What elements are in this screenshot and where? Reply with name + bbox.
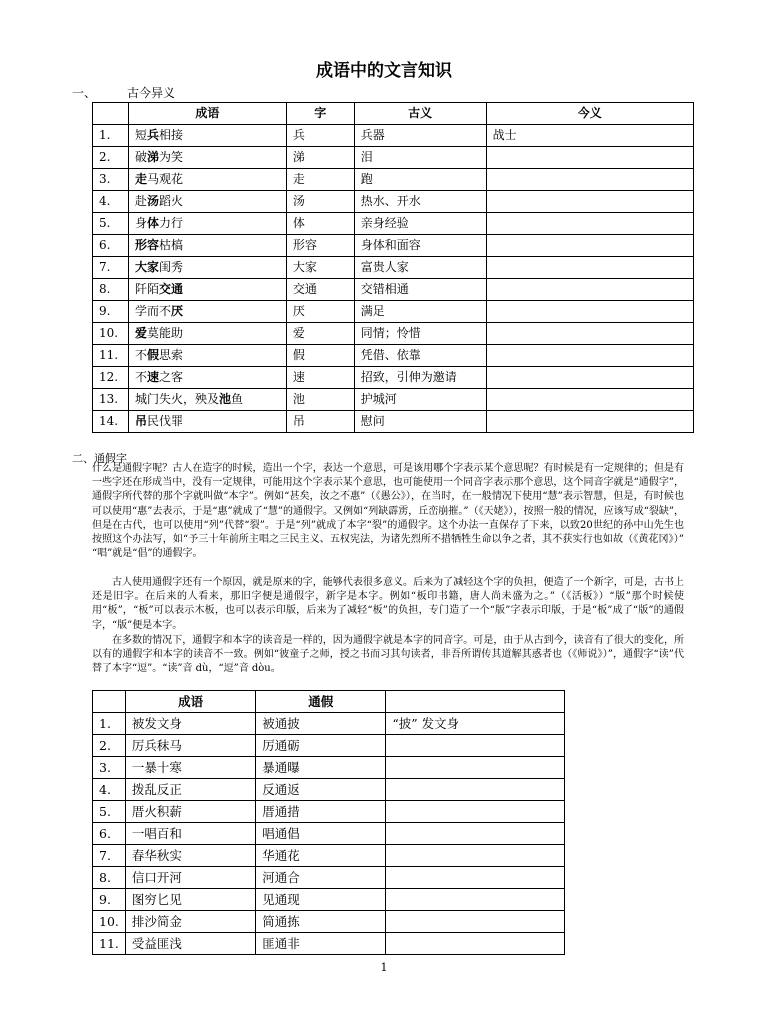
row-number: 5. xyxy=(93,801,126,823)
old-meaning-cell: 护城河 xyxy=(354,389,486,411)
table-row xyxy=(93,191,694,213)
idiom-text: 相接 xyxy=(159,128,184,142)
header-char: 字 xyxy=(286,103,354,125)
table-row xyxy=(93,411,694,433)
note-cell xyxy=(386,867,565,889)
table-row xyxy=(93,801,565,823)
old-meaning-cell: 慰问 xyxy=(354,411,486,433)
idiom-text: 马观花 xyxy=(147,172,184,186)
idiom-key-char: 兵 xyxy=(147,128,160,142)
idiom-text: 阡陌 xyxy=(134,282,159,296)
table-header-row xyxy=(93,691,565,713)
ancient-modern-meaning-table xyxy=(92,102,694,433)
old-meaning-cell: 亲身经验 xyxy=(354,213,486,235)
idiom-cell: 一唱百和 xyxy=(125,823,255,845)
char-cell: 涕 xyxy=(286,147,354,169)
new-meaning-cell xyxy=(486,169,693,191)
row-number: 10. xyxy=(93,323,129,345)
row-number: 3. xyxy=(93,169,129,191)
row-number: 4. xyxy=(93,779,126,801)
old-meaning-cell: 交错相通 xyxy=(354,279,486,301)
idiom-key-char: 大家 xyxy=(134,260,159,274)
idiom-key-char: 涕 xyxy=(147,150,160,164)
header-new-meaning: 今义 xyxy=(486,103,693,125)
idiom-text: 短 xyxy=(134,128,147,142)
char-cell: 兵 xyxy=(286,125,354,147)
table-row xyxy=(93,323,694,345)
idiom-key-char: 速 xyxy=(147,370,160,384)
header-old-meaning: 古义 xyxy=(354,103,486,125)
idiom-cell: 信口开河 xyxy=(125,867,255,889)
row-number: 14. xyxy=(93,411,129,433)
tongjia-cell: 暴通曝 xyxy=(256,757,386,779)
note-cell xyxy=(386,735,565,757)
table-row xyxy=(93,345,694,367)
idiom-text: 枯槁 xyxy=(159,238,184,252)
table-row xyxy=(93,147,694,169)
char-cell: 走 xyxy=(286,169,354,191)
note-cell xyxy=(386,933,565,955)
new-meaning-cell xyxy=(486,345,693,367)
note-cell: “披” 发文身 xyxy=(386,713,565,735)
idiom-cell xyxy=(128,367,286,389)
row-number: 10. xyxy=(93,911,126,933)
tongjia-cell: 被通披 xyxy=(256,713,386,735)
idiom-text: 民伐罪 xyxy=(147,414,184,428)
table-row xyxy=(93,125,694,147)
tongjia-cell: 唱通倡 xyxy=(256,823,386,845)
table-row xyxy=(93,367,694,389)
idiom-text: 城门失火，殃及 xyxy=(134,392,219,406)
old-meaning-cell: 招致，引伸为邀请 xyxy=(354,367,486,389)
section-1-title: 古今异义 xyxy=(127,86,176,100)
header-idiom: 成语 xyxy=(128,103,286,125)
old-meaning-cell: 满足 xyxy=(354,301,486,323)
header-cell-blank xyxy=(93,691,126,713)
new-meaning-cell xyxy=(486,279,693,301)
row-number: 6. xyxy=(93,823,126,845)
idiom-key-char: 爱 xyxy=(134,326,147,340)
idiom-cell xyxy=(128,345,286,367)
row-number: 9. xyxy=(93,301,129,323)
table-row xyxy=(93,257,694,279)
idiom-text: 学而不 xyxy=(134,304,171,318)
idiom-key-char: 厌 xyxy=(171,304,184,318)
new-meaning-cell xyxy=(486,411,693,433)
idiom-cell: 拨乱反正 xyxy=(125,779,255,801)
idiom-cell xyxy=(128,147,286,169)
new-meaning-cell xyxy=(486,147,693,169)
char-cell: 汤 xyxy=(286,191,354,213)
idiom-text: 思索 xyxy=(159,348,184,362)
table-row xyxy=(93,845,565,867)
note-cell xyxy=(386,889,565,911)
tongjia-cell: 厝通措 xyxy=(256,801,386,823)
old-meaning-cell: 同情；怜惜 xyxy=(354,323,486,345)
idiom-cell: 厉兵秣马 xyxy=(125,735,255,757)
char-cell: 爱 xyxy=(286,323,354,345)
idiom-cell: 排沙简金 xyxy=(125,911,255,933)
row-number: 11. xyxy=(93,345,129,367)
row-number: 7. xyxy=(93,257,129,279)
idiom-text: 蹈火 xyxy=(159,194,184,208)
old-meaning-cell: 富贵人家 xyxy=(354,257,486,279)
tongjia-cell: 厉通砺 xyxy=(256,735,386,757)
old-meaning-cell: 身体和面容 xyxy=(354,235,486,257)
table-row xyxy=(93,757,565,779)
note-cell xyxy=(386,845,565,867)
header-tongjia: 通假 xyxy=(256,691,386,713)
table-row xyxy=(93,301,694,323)
char-cell: 交通 xyxy=(286,279,354,301)
new-meaning-cell xyxy=(486,257,693,279)
tongjia-cell: 见通现 xyxy=(256,889,386,911)
idiom-text: 为笑 xyxy=(159,150,184,164)
tongjia-cell: 华通花 xyxy=(256,845,386,867)
char-cell: 形容 xyxy=(286,235,354,257)
note-cell xyxy=(386,779,565,801)
new-meaning-cell xyxy=(486,235,693,257)
idiom-cell xyxy=(128,213,286,235)
row-number: 2. xyxy=(93,147,129,169)
table-row xyxy=(93,889,565,911)
row-number: 4. xyxy=(93,191,129,213)
row-number: 3. xyxy=(93,757,126,779)
header-note xyxy=(386,691,565,713)
idiom-cell xyxy=(128,257,286,279)
idiom-cell xyxy=(128,323,286,345)
row-number: 1. xyxy=(93,713,126,735)
idiom-text: 闺秀 xyxy=(159,260,184,274)
idiom-cell: 厝火积薪 xyxy=(125,801,255,823)
table-row xyxy=(93,867,565,889)
char-cell: 体 xyxy=(286,213,354,235)
idiom-key-char: 走 xyxy=(134,172,147,186)
row-number: 1. xyxy=(93,125,129,147)
idiom-key-char: 交通 xyxy=(159,282,184,296)
idiom-key-char: 体 xyxy=(147,216,160,230)
idiom-cell: 春华秋实 xyxy=(125,845,255,867)
old-meaning-cell: 凭借、依靠 xyxy=(354,345,486,367)
char-cell: 大家 xyxy=(286,257,354,279)
idiom-text: 莫能助 xyxy=(147,326,184,340)
paragraph: 在多数的情况下，通假字和本字的读音是一样的，因为通假字就是本字的同音字。可是，由于从古到今，读音有了很大的变化，所以有的通假字和本字的读音不一致。例如“彼童子之师，授之书而习其句读者，非吾所谓传其道解其惑者也（《师说》）”，通假字“读”代替了本字“逗”。“读”音 dù，“逗”音 dòu。 xyxy=(92,635,684,675)
table-row xyxy=(93,169,694,191)
row-number: 5. xyxy=(93,213,129,235)
tongjia-cell: 简通拣 xyxy=(256,911,386,933)
old-meaning-cell: 兵器 xyxy=(354,125,486,147)
idiom-cell xyxy=(128,411,286,433)
new-meaning-cell xyxy=(486,213,693,235)
idiom-text: 破 xyxy=(134,150,147,164)
note-cell xyxy=(386,911,565,933)
idiom-text: 力行 xyxy=(159,216,184,230)
idiom-cell xyxy=(128,169,286,191)
table-header-row xyxy=(93,103,694,125)
new-meaning-cell xyxy=(486,301,693,323)
new-meaning-cell xyxy=(486,191,693,213)
note-cell xyxy=(386,757,565,779)
idiom-cell xyxy=(128,235,286,257)
tongjia-cell: 反通返 xyxy=(256,779,386,801)
row-number: 13. xyxy=(93,389,129,411)
new-meaning-cell: 战士 xyxy=(486,125,693,147)
table-row xyxy=(93,389,694,411)
new-meaning-cell xyxy=(486,323,693,345)
new-meaning-cell xyxy=(486,389,693,411)
header-cell-blank xyxy=(93,103,129,125)
idiom-cell xyxy=(128,125,286,147)
idiom-key-char: 汤 xyxy=(147,194,160,208)
idiom-cell xyxy=(128,191,286,213)
note-cell xyxy=(386,823,565,845)
table-row xyxy=(93,235,694,257)
idiom-text: 鱼 xyxy=(231,392,244,406)
idiom-key-char: 池 xyxy=(219,392,232,406)
row-number: 11. xyxy=(93,933,126,955)
idiom-cell: 图穷匕见 xyxy=(125,889,255,911)
idiom-key-char: 吊 xyxy=(134,414,147,428)
table-row xyxy=(93,823,565,845)
paragraph: 古人使用通假字还有一个原因，就是原来的字，能够代表很多意义。后来为了减轻这个字的负担，便造了一个新字，可是，古书上还是旧字。在后来的人看来，那旧字便是通假字，新字是本字。例如“板印书籍，唐人尚未盛为之。”（《活板》）“版”那个时候使用“板”，“板”可以表示木板，也可以表示印版，后来为了减轻“板”的负担，专门造了一个“版”字表示印版，于是“板”成了“版”的通假字，“版”便是本字。 xyxy=(92,577,684,631)
table-row xyxy=(93,213,694,235)
idiom-cell: 受益匪浅 xyxy=(125,933,255,955)
tongjia-cell: 匪通非 xyxy=(256,933,386,955)
idiom-cell xyxy=(128,389,286,411)
char-cell: 厌 xyxy=(286,301,354,323)
idiom-key-char: 形容 xyxy=(134,238,159,252)
tongjia-table xyxy=(92,690,565,955)
row-number: 8. xyxy=(93,867,126,889)
row-number: 2. xyxy=(93,735,126,757)
table-row xyxy=(93,735,565,757)
table-row xyxy=(93,779,565,801)
new-meaning-cell xyxy=(486,367,693,389)
idiom-text: 赴 xyxy=(134,194,147,208)
table-row xyxy=(93,911,565,933)
section-1-number: 一、 xyxy=(72,86,97,100)
old-meaning-cell: 泪 xyxy=(354,147,486,169)
row-number: 9. xyxy=(93,889,126,911)
idiom-cell: 一暴十寒 xyxy=(125,757,255,779)
table-row xyxy=(93,279,694,301)
note-cell xyxy=(386,801,565,823)
row-number: 12. xyxy=(93,367,129,389)
idiom-text: 身 xyxy=(134,216,147,230)
paragraph: 什么是通假字呢？古人在造字的时候，造出一个字，表达一个意思，可是该用哪个字表示某个意思呢？有时候是有一定规律的；但是有一些字还在形成当中，没有一定规律，可能用这个字表示某个意思，也可能使用一个同音字表示那个意思，这个同音字就是“通假字”，通假字所代替的那个字就叫做“本字”。例如“甚矣，汝之不惠”（《愚公》），在当时，在一般情况下使用“慧”表示智慧，但是，有时候也可以使用“惠”去表示，于是“惠”就成了“慧”的通假字。又例如“列缺霹雳，丘峦崩摧。”（《天姥》），按照一般的情况，应该写成“裂缺”，但是在古代，也可以使用“列”代替“裂”。于是“列”就成了本字“裂”的通假字。这个办法一直保存了下来，以致20世纪的孙中山先生也按照这个办法写，如“予三十年前所主唱之三民主义、五权宪法，为诸先烈所不措牺牲生命以争之者，其不获实行也如故（《黄花冈》）” “唱”就是“倡”的通假字。 xyxy=(92,463,684,560)
page-number: 1 xyxy=(380,961,388,974)
old-meaning-cell: 热水、开水 xyxy=(354,191,486,213)
table-row xyxy=(93,933,565,955)
idiom-cell xyxy=(128,279,286,301)
old-meaning-cell: 跑 xyxy=(354,169,486,191)
idiom-cell xyxy=(128,301,286,323)
tongjia-cell: 河通合 xyxy=(256,867,386,889)
idiom-text: 之客 xyxy=(159,370,184,384)
idiom-cell: 被发文身 xyxy=(125,713,255,735)
char-cell: 吊 xyxy=(286,411,354,433)
idiom-text: 不 xyxy=(134,348,147,362)
char-cell: 假 xyxy=(286,345,354,367)
char-cell: 速 xyxy=(286,367,354,389)
header-idiom: 成语 xyxy=(125,691,255,713)
section-1-heading xyxy=(72,84,175,101)
row-number: 6. xyxy=(93,235,129,257)
section-2-heading: 二、通假字 xyxy=(72,452,127,465)
char-cell: 池 xyxy=(286,389,354,411)
page-title: 成语中的文言知识 xyxy=(316,61,452,81)
row-number: 7. xyxy=(93,845,126,867)
row-number: 8. xyxy=(93,279,129,301)
table-row xyxy=(93,713,565,735)
idiom-key-char: 假 xyxy=(147,348,160,362)
idiom-text: 不 xyxy=(134,370,147,384)
